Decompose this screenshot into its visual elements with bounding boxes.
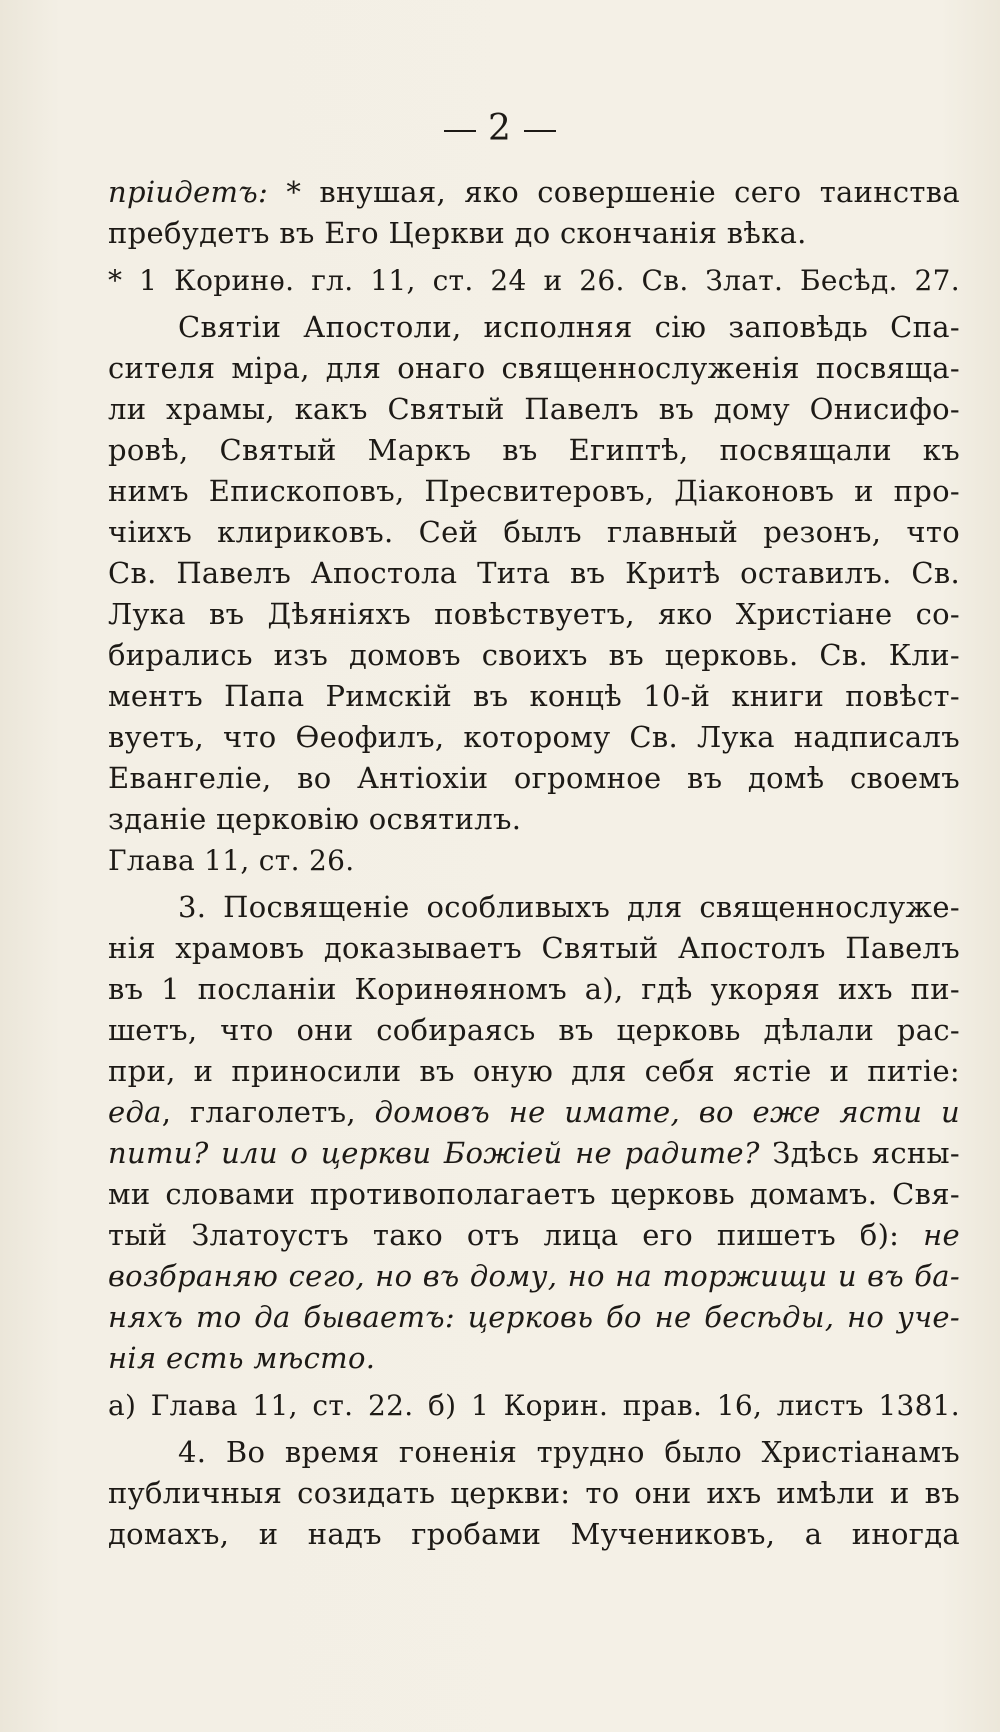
text-line	[108, 389, 960, 430]
text-segment: шетъ, что они собираясь въ церковь дѣлали рас-	[108, 1013, 960, 1047]
text-line	[108, 1338, 960, 1379]
text-line	[108, 717, 960, 758]
text-segment: ровѣ, Святый Маркъ въ Египтѣ, посвящали къ	[108, 433, 960, 467]
text-line	[108, 1051, 960, 1092]
text-segment: нимъ Епископовъ, Пресвитеровъ, Діаконовъ и про-	[108, 474, 960, 508]
text-segment: при, и приносили въ оную для себя ястіе и питіе:	[108, 1054, 960, 1088]
text-segment: вуетъ, что Ѳеофилъ, которому Св. Лука надписалъ	[108, 720, 960, 754]
text-line	[108, 471, 960, 512]
text-line	[108, 1432, 960, 1473]
text-segment: нія храмовъ доказываетъ Святый Апостолъ Павелъ	[108, 931, 960, 965]
italic-segment: нія есть мѣсто.	[108, 1341, 376, 1375]
italic-segment: не	[923, 1218, 960, 1252]
footnote-line	[108, 260, 960, 301]
text-segment: Здѣсь ясны-	[759, 1136, 960, 1170]
text-line	[108, 887, 960, 928]
italic-segment: пріидетъ:	[108, 175, 269, 209]
text-segment: бирались изъ домовъ своихъ въ церковь. Св. Кли-	[108, 638, 960, 672]
text-segment: 4. Во время гоненія трудно было Христіанамъ	[178, 1435, 960, 1469]
text-segment: ментъ Папа Римскій въ концѣ 10-й книги повѣст-	[108, 679, 960, 713]
text-segment: тый Златоустъ тако отъ лица его пишетъ б):	[108, 1218, 924, 1252]
text-line	[108, 676, 960, 717]
text-segment: Св. Павелъ Апостола Тита въ Критѣ оставилъ. Св.	[108, 556, 960, 590]
text-segment: * внушая, яко совершеніе сего таинства	[268, 175, 960, 209]
text-line	[108, 430, 960, 471]
italic-segment: еда	[108, 1095, 162, 1129]
text-line	[108, 799, 960, 840]
text-line	[108, 758, 960, 799]
italic-segment: няхъ то да бываетъ: церковь бо не бесѣды, но уче-	[108, 1300, 960, 1334]
text-segment: ли храмы, какъ Святый Павелъ въ дому Онисифо-	[108, 392, 960, 426]
text-line	[108, 553, 960, 594]
text-line	[108, 1473, 960, 1514]
text-line	[108, 1256, 960, 1297]
text-segment: зданіе церковію освятилъ.	[108, 802, 522, 836]
italic-segment: возбраняю сего, но въ дому, но на торжищи и въ ба-	[108, 1259, 960, 1293]
text-segment: домахъ, и надъ гробами Мучениковъ, а иногда	[108, 1517, 960, 1551]
text-line	[108, 1514, 960, 1555]
text-segment: * 1 Коринѳ. гл. 11, ст. 24 и 26. Св. Злат. Бесѣд. 27.	[108, 264, 960, 297]
text-line	[108, 307, 960, 348]
text-segment: сителя міра, для онаго священнослуженія посвяща-	[108, 351, 960, 385]
footnote-line	[108, 840, 960, 881]
text-segment: ми словами противополагаетъ церковь домамъ. Свя-	[108, 1177, 960, 1211]
text-line	[108, 928, 960, 969]
italic-segment: пити? или о церкви Божіей не радите?	[108, 1136, 760, 1170]
text-line	[108, 1297, 960, 1338]
italic-segment: домовъ не имате, во еже ясти и	[374, 1095, 960, 1129]
text-segment: пребудетъ въ Его Церкви до скончанія вѣка.	[108, 216, 807, 250]
text-line	[108, 1174, 960, 1215]
text-line	[108, 512, 960, 553]
text-segment: Святіи Апостоли, исполняя сію заповѣдь Спа-	[178, 310, 960, 344]
text-segment: 3. Посвященіе особливыхъ для священнослуже-	[178, 890, 960, 924]
text-line	[108, 969, 960, 1010]
text-segment: публичныя созидать церкви: то они ихъ имѣли и въ	[108, 1476, 960, 1510]
folio-dash-right	[524, 130, 556, 132]
text-segment: Евангеліе, во Антіохіи огромное въ домѣ своемъ	[108, 761, 960, 795]
text-line	[108, 172, 960, 213]
text-line	[108, 213, 960, 254]
text-line	[108, 594, 960, 635]
page-body	[108, 172, 960, 1555]
page-number-value: 2	[488, 108, 512, 149]
text-segment: чіихъ клириковъ. Сей былъ главный резонъ, что	[108, 515, 960, 549]
text-segment: въ 1 посланіи Коринѳяномъ а), гдѣ укоряя ихъ пи-	[108, 972, 960, 1006]
text-segment: Лука въ Дѣяніяхъ повѣствуетъ, яко Христіане со-	[108, 597, 960, 631]
text-line	[108, 1133, 960, 1174]
text-line	[108, 1010, 960, 1051]
text-segment: Глава 11, ст. 26.	[108, 844, 355, 877]
footnote-line	[108, 1385, 960, 1426]
text-line	[108, 1092, 960, 1133]
page-number	[0, 108, 1000, 149]
text-line	[108, 635, 960, 676]
text-segment: , глаголетъ,	[161, 1095, 375, 1129]
text-line	[108, 348, 960, 389]
text-line	[108, 1215, 960, 1256]
text-segment: а) Глава 11, ст. 22. б) 1 Корин. прав. 16, листъ 1381.	[108, 1389, 960, 1422]
folio-dash-left	[444, 130, 476, 132]
